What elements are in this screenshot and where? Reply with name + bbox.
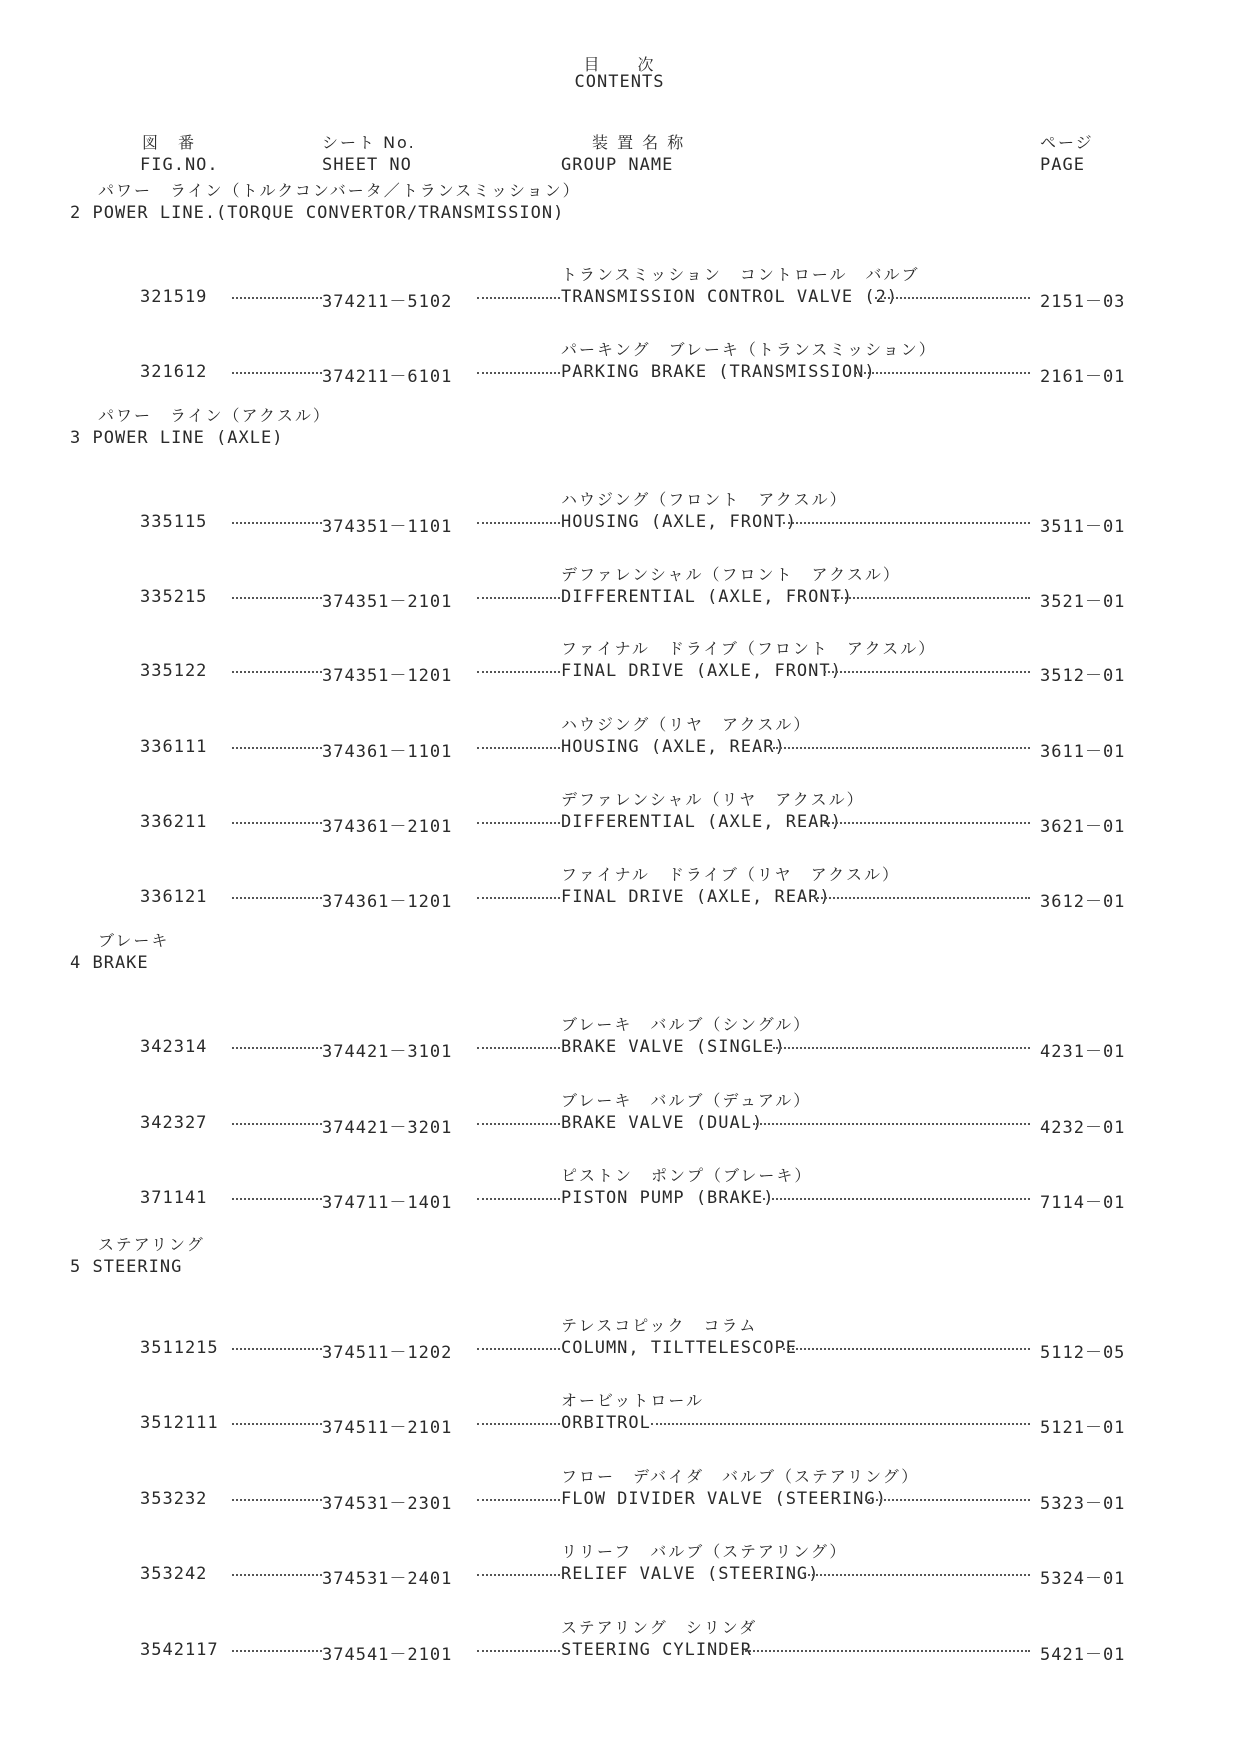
leader-dots (477, 671, 560, 673)
sheet-no: 374211－5102 (322, 292, 453, 312)
leader-dots (804, 1574, 1030, 1576)
group-name: ORBITROL (561, 1413, 651, 1433)
leader-dots (477, 597, 560, 599)
col-group-jp: 装 置 名 称 (592, 133, 686, 152)
fig-no: 3542117 (140, 1640, 219, 1660)
group-name: COLUMN, TILTTELESCOPE (561, 1338, 797, 1358)
item-name-jp: デファレンシャル（フロント アクスル） (561, 565, 901, 584)
section-heading: 3 POWER LINE (AXLE) (70, 428, 284, 448)
page-no: 3511－01 (1040, 517, 1126, 537)
group-name: HOUSING (AXLE, REAR) (561, 737, 786, 757)
item-name-jp: テレスコピック コラム (561, 1316, 758, 1335)
leader-dots (477, 1123, 560, 1125)
sheet-no: 374421－3201 (322, 1118, 453, 1138)
group-name: STEERING CYLINDER (561, 1640, 752, 1660)
leader-dots (232, 671, 322, 673)
leader-dots (477, 1047, 560, 1049)
item-name-jp: リリーフ バルブ（ステアリング） (561, 1542, 848, 1561)
leader-dots (814, 897, 1030, 899)
page-no: 2151－03 (1040, 292, 1126, 312)
item-name-jp: パーキング ブレーキ（トランスミッション） (561, 340, 937, 359)
leader-dots (477, 297, 560, 299)
fig-no: 342314 (140, 1037, 208, 1057)
section-heading-jp: パワー ライン（アクスル） (98, 406, 331, 425)
col-fig-en: FIG.NO. (140, 155, 219, 175)
leader-dots (232, 747, 322, 749)
leader-dots (477, 1499, 560, 1501)
item-name-jp: トランスミッション コントロール バルブ (561, 265, 920, 284)
contents-row (0, 1640, 1239, 1665)
item-name-jp: デファレンシャル（リヤ アクスル） (561, 790, 865, 809)
sheet-no: 374711－1401 (322, 1193, 453, 1213)
page-no: 3612－01 (1040, 892, 1126, 912)
fig-no: 3512111 (140, 1413, 219, 1433)
sheet-no: 374361－2101 (322, 817, 453, 837)
fig-no: 353242 (140, 1564, 208, 1584)
sheet-no: 374531－2301 (322, 1494, 453, 1514)
sheet-no: 374351－2101 (322, 592, 453, 612)
group-name: TRANSMISSION CONTROL VALVE (2) (561, 287, 899, 307)
sheet-no: 374361－1201 (322, 892, 453, 912)
page-no: 5324－01 (1040, 1569, 1126, 1589)
col-sheet-jp: シート No. (322, 133, 416, 152)
fig-no: 3511215 (140, 1338, 219, 1358)
item-name-jp: ファイナル ドライブ（リヤ アクスル） (561, 865, 900, 884)
sheet-no: 374361－1101 (322, 742, 453, 762)
item-name-jp: ブレーキ バルブ（シングル） (561, 1015, 812, 1034)
col-group-en: GROUP NAME (561, 155, 674, 175)
leader-dots (773, 747, 1030, 749)
section-heading: 5 STEERING (70, 1257, 183, 1277)
leader-dots (477, 1574, 560, 1576)
fig-no: 336211 (140, 812, 208, 832)
col-page-jp: ページ (1040, 133, 1094, 152)
contents-row (0, 362, 1239, 387)
fig-no: 335115 (140, 512, 208, 532)
contents-row (0, 1489, 1239, 1514)
group-name: FINAL DRIVE (AXLE, FRONT) (561, 661, 842, 681)
page-no: 4231－01 (1040, 1042, 1126, 1062)
sheet-no: 374351－1101 (322, 517, 453, 537)
sheet-no: 374511－1202 (322, 1343, 453, 1363)
fig-no: 336111 (140, 737, 208, 757)
item-name-jp: ハウジング（リヤ アクスル） (561, 715, 812, 734)
item-name-jp: フロー デバイダ バルブ（ステアリング） (561, 1467, 920, 1486)
leader-dots (232, 897, 322, 899)
leader-dots (232, 1499, 322, 1501)
page-no: 2161－01 (1040, 367, 1126, 387)
leader-dots (477, 747, 560, 749)
fig-no: 321612 (140, 362, 208, 382)
page-no: 5121－01 (1040, 1418, 1126, 1438)
col-sheet-en: SHEET NO (322, 155, 412, 175)
leader-dots (651, 1423, 1030, 1425)
fig-no: 342327 (140, 1113, 208, 1133)
leader-dots (742, 1650, 1030, 1652)
leader-dots (477, 897, 560, 899)
section-heading-jp: ブレーキ (98, 931, 170, 950)
leader-dots (865, 1499, 1030, 1501)
page-no: 3512－01 (1040, 666, 1126, 686)
section-heading-jp: ステアリング (98, 1235, 205, 1254)
item-name-jp: ハウジング（フロント アクスル） (561, 490, 848, 509)
leader-dots (232, 1047, 322, 1049)
fig-no: 336121 (140, 887, 208, 907)
group-name: BRAKE VALVE (SINGLE) (561, 1037, 786, 1057)
leader-dots (232, 522, 322, 524)
item-name-jp: ピストン ポンプ（ブレーキ） (561, 1166, 813, 1185)
item-name-jp: オービットロール (561, 1391, 705, 1410)
leader-dots (232, 1123, 322, 1125)
leader-dots (477, 372, 560, 374)
page-no: 4232－01 (1040, 1118, 1126, 1138)
leader-dots (824, 822, 1030, 824)
leader-dots (875, 297, 1030, 299)
contents-row (0, 1037, 1239, 1062)
contents-row (0, 1413, 1239, 1438)
leader-dots (477, 1650, 560, 1652)
leader-dots (232, 1423, 322, 1425)
sheet-no: 374211－6101 (322, 367, 453, 387)
contents-row (0, 1338, 1239, 1363)
item-name-jp: ブレーキ バルブ（デュアル） (561, 1091, 812, 1110)
group-name: DIFFERENTIAL (AXLE, REAR) (561, 812, 842, 832)
leader-dots (232, 1650, 322, 1652)
group-name: DIFFERENTIAL (AXLE, FRONT) (561, 587, 854, 607)
page-no: 3521－01 (1040, 592, 1126, 612)
leader-dots (773, 1047, 1030, 1049)
contents-row (0, 737, 1239, 762)
sheet-no: 374541－2101 (322, 1645, 453, 1665)
page-no: 5112－05 (1040, 1343, 1126, 1363)
leader-dots (477, 1348, 560, 1350)
col-fig-jp: 図 番 (142, 133, 197, 152)
leader-dots (477, 1198, 560, 1200)
contents-row (0, 812, 1239, 837)
contents-row (0, 661, 1239, 686)
leader-dots (232, 372, 322, 374)
item-name-jp: ファイナル ドライブ（フロント アクスル） (561, 639, 937, 658)
group-name: BRAKE VALVE (DUAL) (561, 1113, 764, 1133)
leader-dots (753, 1123, 1030, 1125)
sheet-no: 374351－1201 (322, 666, 453, 686)
leader-dots (783, 522, 1030, 524)
leader-dots (232, 597, 322, 599)
contents-row (0, 512, 1239, 537)
page-no: 3611－01 (1040, 742, 1126, 762)
leader-dots (232, 1348, 322, 1350)
leader-dots (232, 297, 322, 299)
group-name: PARKING BRAKE (TRANSMISSION) (561, 362, 876, 382)
page-no: 5421－01 (1040, 1645, 1126, 1665)
page-no: 3621－01 (1040, 817, 1126, 837)
page-no: 5323－01 (1040, 1494, 1126, 1514)
group-name: PISTON PUMP (BRAKE) (561, 1188, 775, 1208)
section-heading: 4 BRAKE (70, 953, 149, 973)
item-name-jp: ステアリング シリンダ (561, 1618, 758, 1637)
leader-dots (824, 671, 1030, 673)
contents-row (0, 1564, 1239, 1589)
leader-dots (763, 1198, 1030, 1200)
fig-no: 335122 (140, 661, 208, 681)
group-name: RELIEF VALVE (STEERING) (561, 1564, 820, 1584)
leader-dots (477, 822, 560, 824)
contents-row (0, 587, 1239, 612)
contents-row (0, 1188, 1239, 1213)
sheet-no: 374421－3101 (322, 1042, 453, 1062)
fig-no: 321519 (140, 287, 208, 307)
title-jp: 目 次 (583, 55, 656, 74)
leader-dots (477, 522, 560, 524)
group-name: HOUSING (AXLE, FRONT) (561, 512, 797, 532)
leader-dots (232, 1574, 322, 1576)
sheet-no: 374531－2401 (322, 1569, 453, 1589)
page-no: 7114－01 (1040, 1193, 1126, 1213)
leader-dots (477, 1423, 560, 1425)
leader-dots (232, 822, 322, 824)
contents-row (0, 287, 1239, 312)
leader-dots (834, 597, 1030, 599)
section-heading-jp: パワー ライン（トルクコンバータ／トランスミッション） (98, 181, 581, 200)
leader-dots (232, 1198, 322, 1200)
group-name: FLOW DIVIDER VALVE (STEERING) (561, 1489, 887, 1509)
title-en: CONTENTS (574, 72, 665, 92)
contents-row (0, 1113, 1239, 1138)
leader-dots (855, 372, 1030, 374)
group-name: FINAL DRIVE (AXLE, REAR) (561, 887, 831, 907)
fig-no: 371141 (140, 1188, 208, 1208)
contents-row (0, 887, 1239, 912)
leader-dots (783, 1348, 1030, 1350)
col-page-en: PAGE (1040, 155, 1085, 175)
section-heading: 2 POWER LINE.(TORQUE CONVERTOR/TRANSMISSION) (70, 203, 565, 223)
fig-no: 335215 (140, 587, 208, 607)
sheet-no: 374511－2101 (322, 1418, 453, 1438)
fig-no: 353232 (140, 1489, 208, 1509)
